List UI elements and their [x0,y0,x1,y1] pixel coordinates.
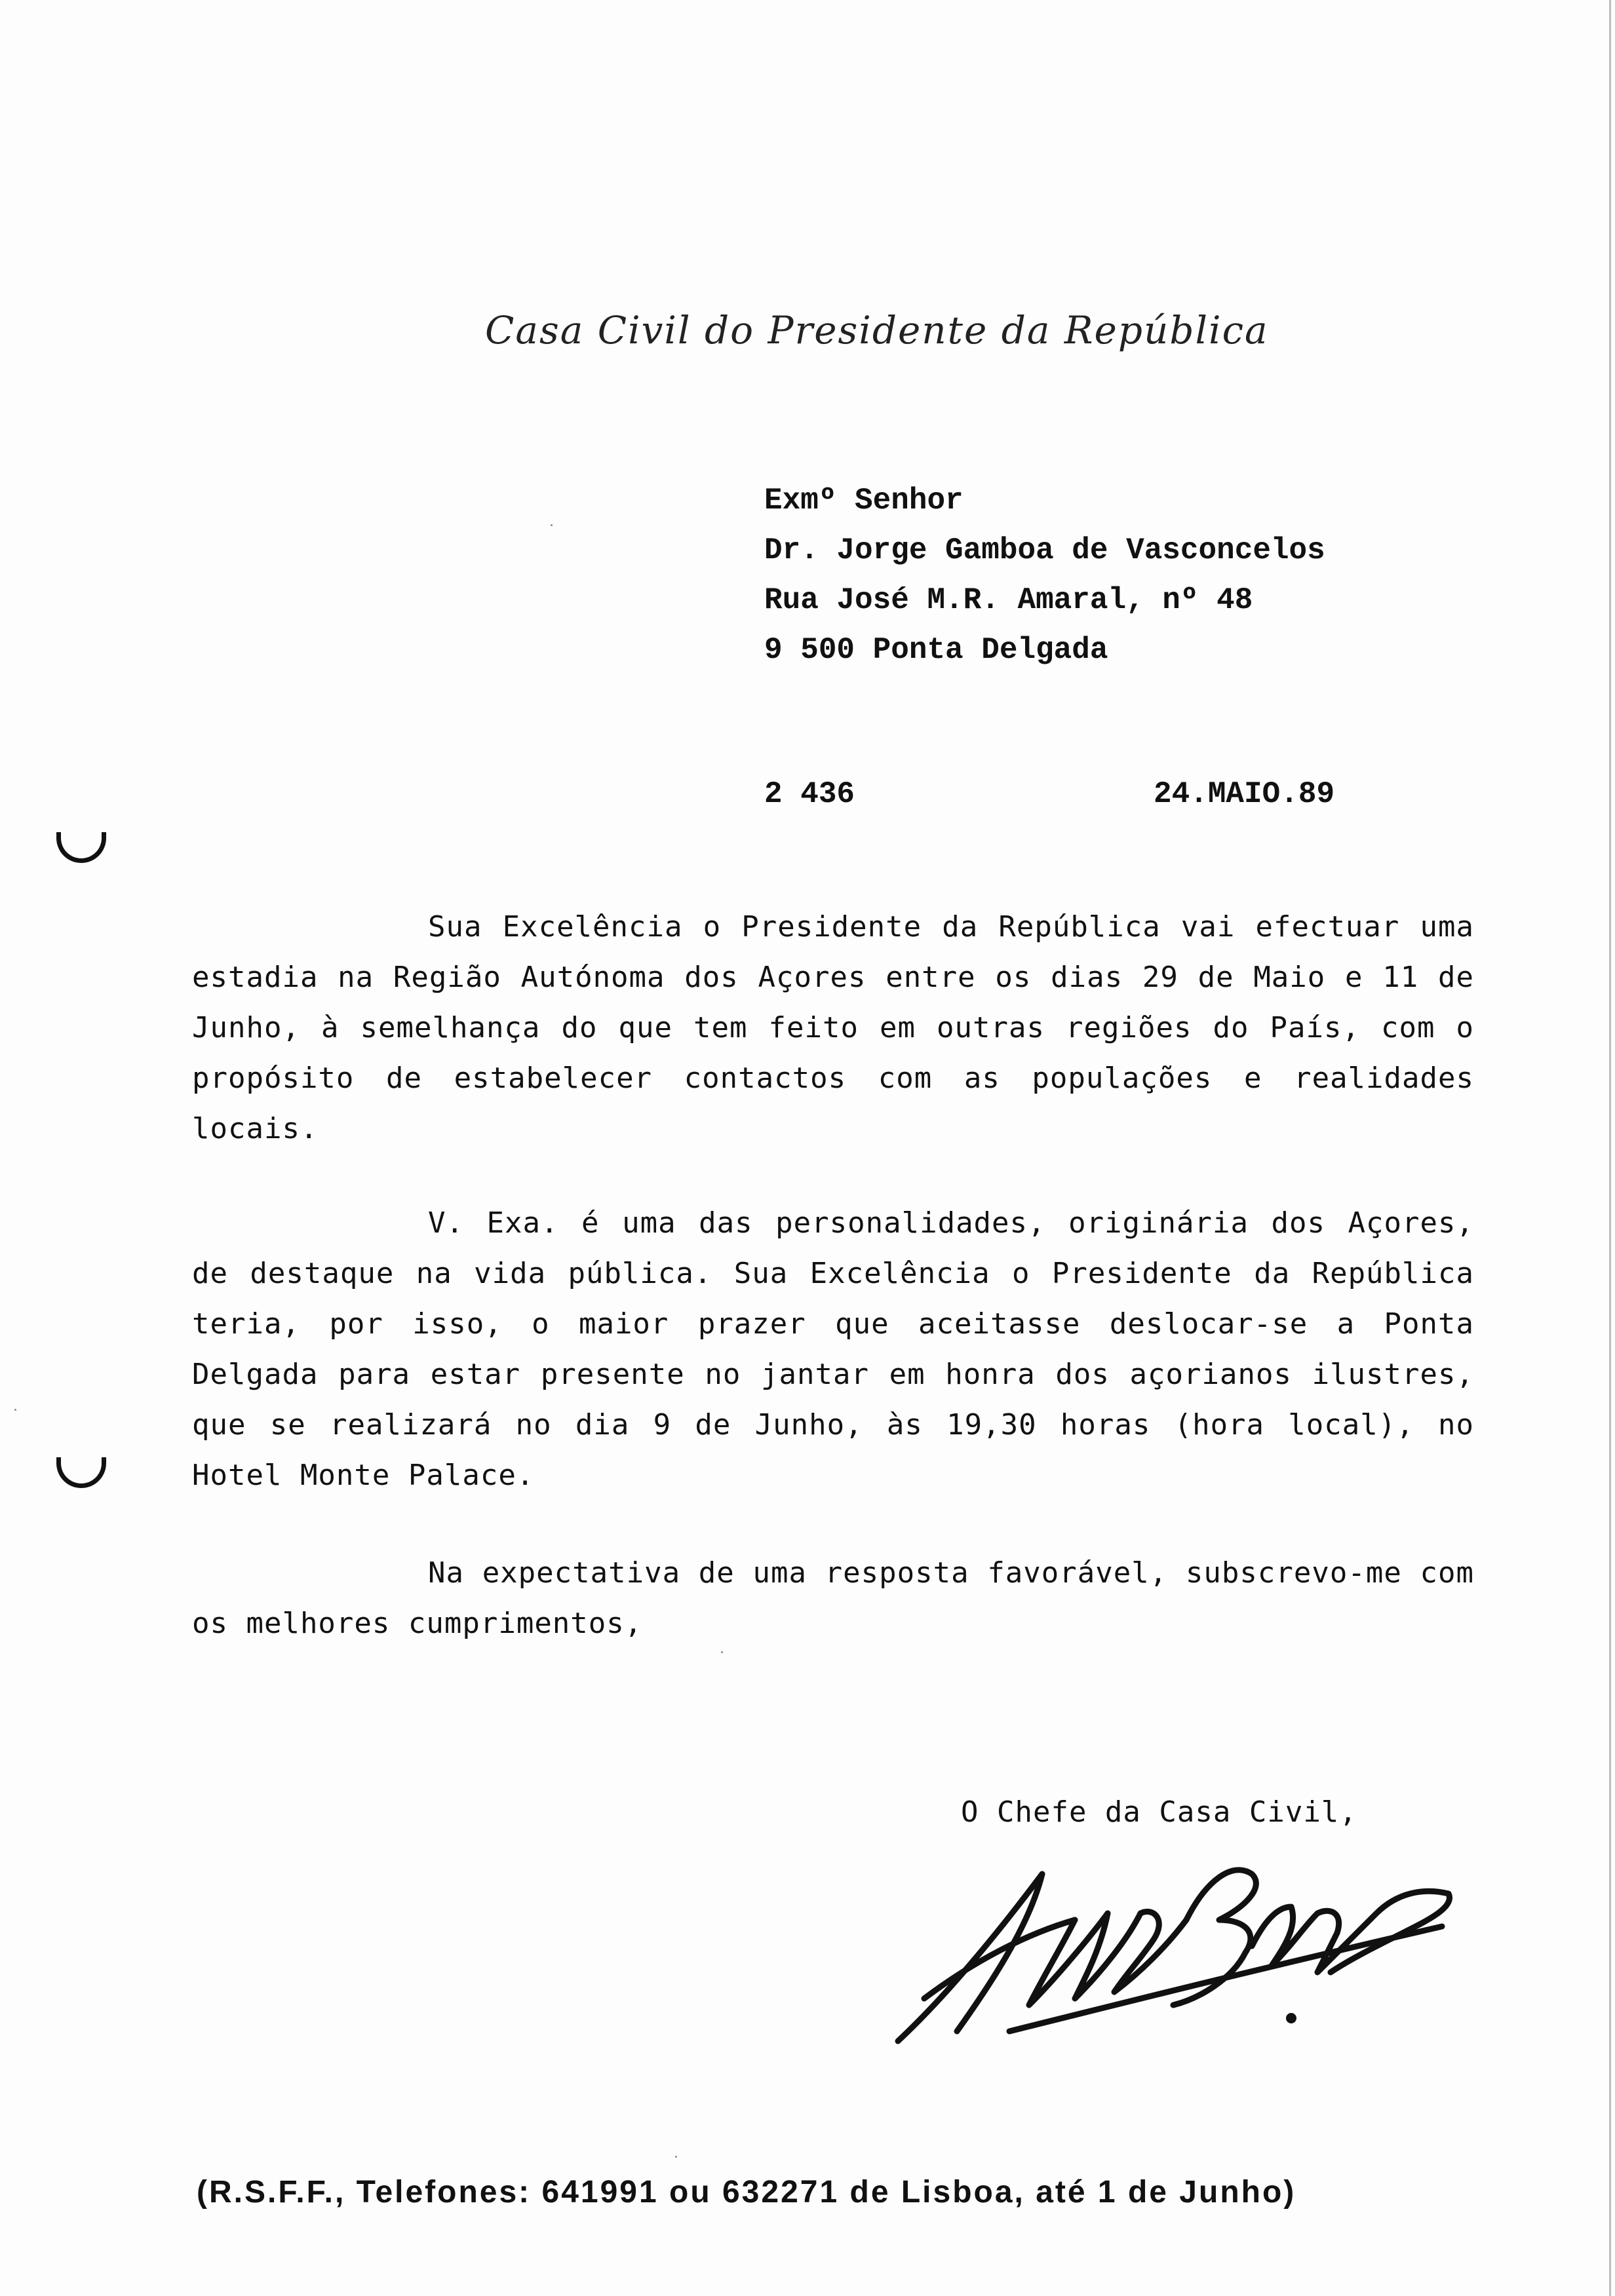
recipient-street: Rua José M.R. Amaral, nº 48 [764,583,1253,617]
body-paragraph [192,1548,1474,1649]
paper-speck [721,1651,723,1653]
page-edge [1609,0,1611,2296]
paragraph-text: V. Exa. é uma das personalidades, originária dos Açores, de destaque na vida pública. Sua Excelência o Presidente da República teria, por isso, o maior prazer que aceitasse deslocar-se a Ponta Delgada para estar presente no jantar em honra dos açorianos ilustres, que se realizará no dia 9 de Junho, às 19,30 horas (hora local), no Hotel Monte Palace. [192,1206,1474,1492]
recipient-address [764,476,1325,675]
paragraph-text: Sua Excelência o Presidente da República vai efectuar uma estadia na Região Autónoma dos Açores entre os dias 29 de Maio e 11 de Junho, à semelhança do que tem feito em outras regiões do País, com o propósito de estabelecer contactos com as populações e realidades locais. [192,910,1474,1145]
recipient-salutation: Exmº Senhor [764,484,963,518]
paper-speck [675,2156,677,2158]
body-paragraph [192,902,1474,1154]
paper-speck [551,524,553,526]
handwritten-signature [878,1835,1468,2071]
recipient-name: Dr. Jorge Gamboa de Vasconcelos [764,533,1325,567]
body-paragraph [192,1198,1474,1501]
paragraph-text: Na expectativa de uma resposta favorável, subscrevo-me com os melhores cumprimentos, [192,1556,1474,1640]
punch-hole-mark [56,832,106,863]
recipient-city: 9 500 Ponta Delgada [764,633,1108,667]
closing-title: O Chefe da Casa Civil, [961,1795,1357,1829]
reference-number: 2 436 [764,777,855,811]
paper-speck [14,1409,16,1411]
reference-date: 24.MAIO.89 [1154,777,1335,811]
letterhead: Casa Civil do Presidente da República [485,308,1269,353]
punch-hole-mark [56,1457,106,1488]
footer-note: (R.S.F.F., Telefones: 641991 ou 632271 de Lisboa, até 1 de Junho) [197,2175,1296,2210]
